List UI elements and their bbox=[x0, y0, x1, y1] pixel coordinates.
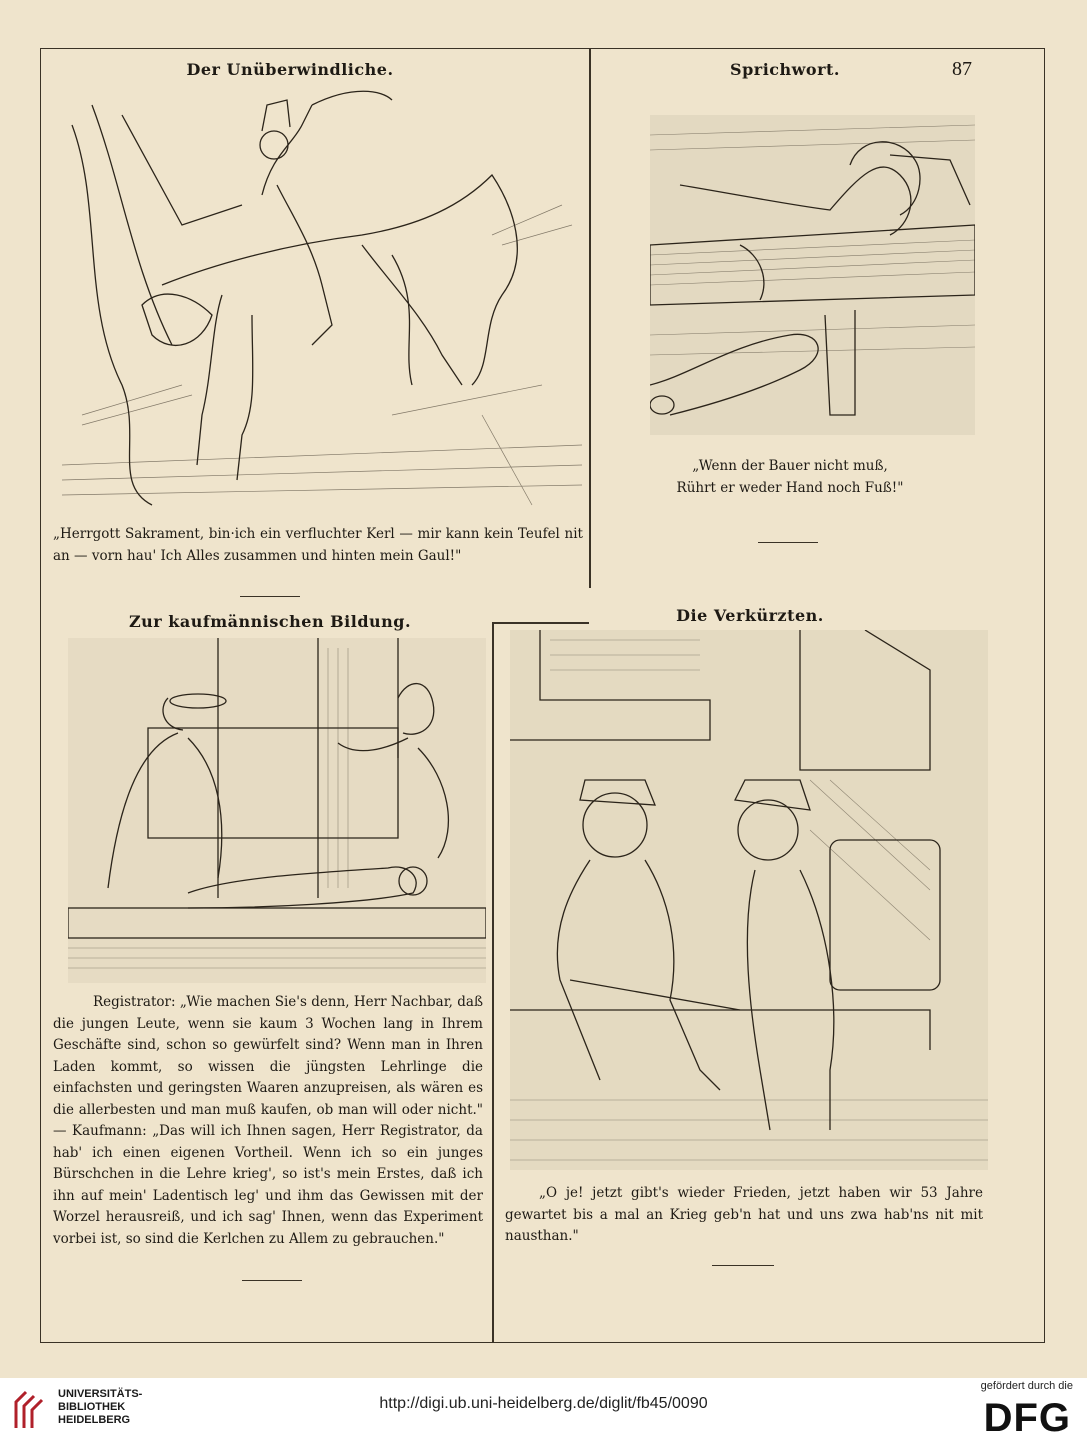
separator-rule bbox=[712, 1265, 774, 1266]
caption-line-1: „Wenn der Bauer nicht muß, bbox=[692, 458, 888, 474]
caption-line-2: Rührt er weder Hand noch Fuß!" bbox=[676, 479, 904, 496]
library-line-3: HEIDELBERG bbox=[58, 1414, 131, 1426]
caption-der-unueberwindliche bbox=[53, 524, 583, 567]
illustration-two-boy-soldiers bbox=[510, 630, 988, 1170]
separator-rule bbox=[758, 542, 818, 543]
caption-text: „Herrgott Sakrament, bin·ich ein verfluchter Kerl — mir kann kein Teufel nit an — vorn hau' Ich Alles zusammen und hinten mein Gaul!" bbox=[53, 526, 583, 564]
funding-label: gefördert durch die bbox=[980, 1380, 1073, 1392]
page-number: 87 bbox=[952, 58, 972, 80]
separator-rule bbox=[240, 596, 300, 597]
caption-text: Registrator: „Wie machen Sie's denn, Herr Nachbar, daß die jungen Leute, wenn sie kaum 3 Wochen lang in Ihrem Geschäfte sind, schon so gewürfelt sind? Wenn man in Ihren Laden kommt, so wissen die jüngsten Lehrlinge die einfachsten und geringsten Waaren anzupreisen, als wären es die allerbesten und man muß kaufen, ob man will oder nicht." — Kaufmann: „Das will ich Ihnen sagen, Herr Registrator, da hab' ich einen eigenen Vortheil. Wenn ich so ein junges Bürschchen in die Lehre krieg', so ist's mein Erstes, daß ich ihn auf mein' Ladentisch leg' und ihm das Gewissen mit der Worzel herausreiß, und ich sag' Ihnen, wenn das Experiment vorbei ist, so sind die Kerlchen zu Allem zu gebrauchen." bbox=[53, 994, 483, 1247]
illustration-peasant-at-table bbox=[650, 115, 975, 435]
caption-text: „O je! jetzt gibt's wieder Frieden, jetzt haben wir 53 Jahre gewartet bis a mal an Krieg geb'n hat und uns zwa hab'ns nit mit nausthan." bbox=[505, 1185, 983, 1244]
illustration-shop-counter bbox=[68, 638, 486, 983]
column-divider-bottom bbox=[492, 622, 494, 1342]
column-divider-top bbox=[589, 48, 591, 588]
separator-rule bbox=[242, 1280, 302, 1281]
title-der-unueberwindliche: Der Unüberwindliche. bbox=[186, 60, 394, 79]
title-zur-kaufmaennischen-bildung: Zur kaufmännischen Bildung. bbox=[128, 612, 412, 631]
dfg-logo[interactable]: DFG bbox=[983, 1396, 1071, 1440]
section-divider bbox=[492, 622, 589, 624]
caption-sprichwort bbox=[640, 456, 940, 499]
library-line-1: UNIVERSITÄTS- bbox=[58, 1388, 143, 1400]
title-sprichwort: Sprichwort. bbox=[730, 60, 840, 79]
illustration-hussar-horse bbox=[62, 85, 582, 515]
caption-die-verkuerzten bbox=[505, 1183, 983, 1248]
title-die-verkuerzten: Die Verkürzten. bbox=[676, 606, 824, 625]
library-line-2: BIBLIOTHEK bbox=[58, 1401, 126, 1413]
permalink-url[interactable]: http://digi.ub.uni-heidelberg.de/diglit/fb45/0090 bbox=[379, 1395, 708, 1412]
caption-zur-kaufmaennischen-bildung bbox=[53, 992, 483, 1250]
